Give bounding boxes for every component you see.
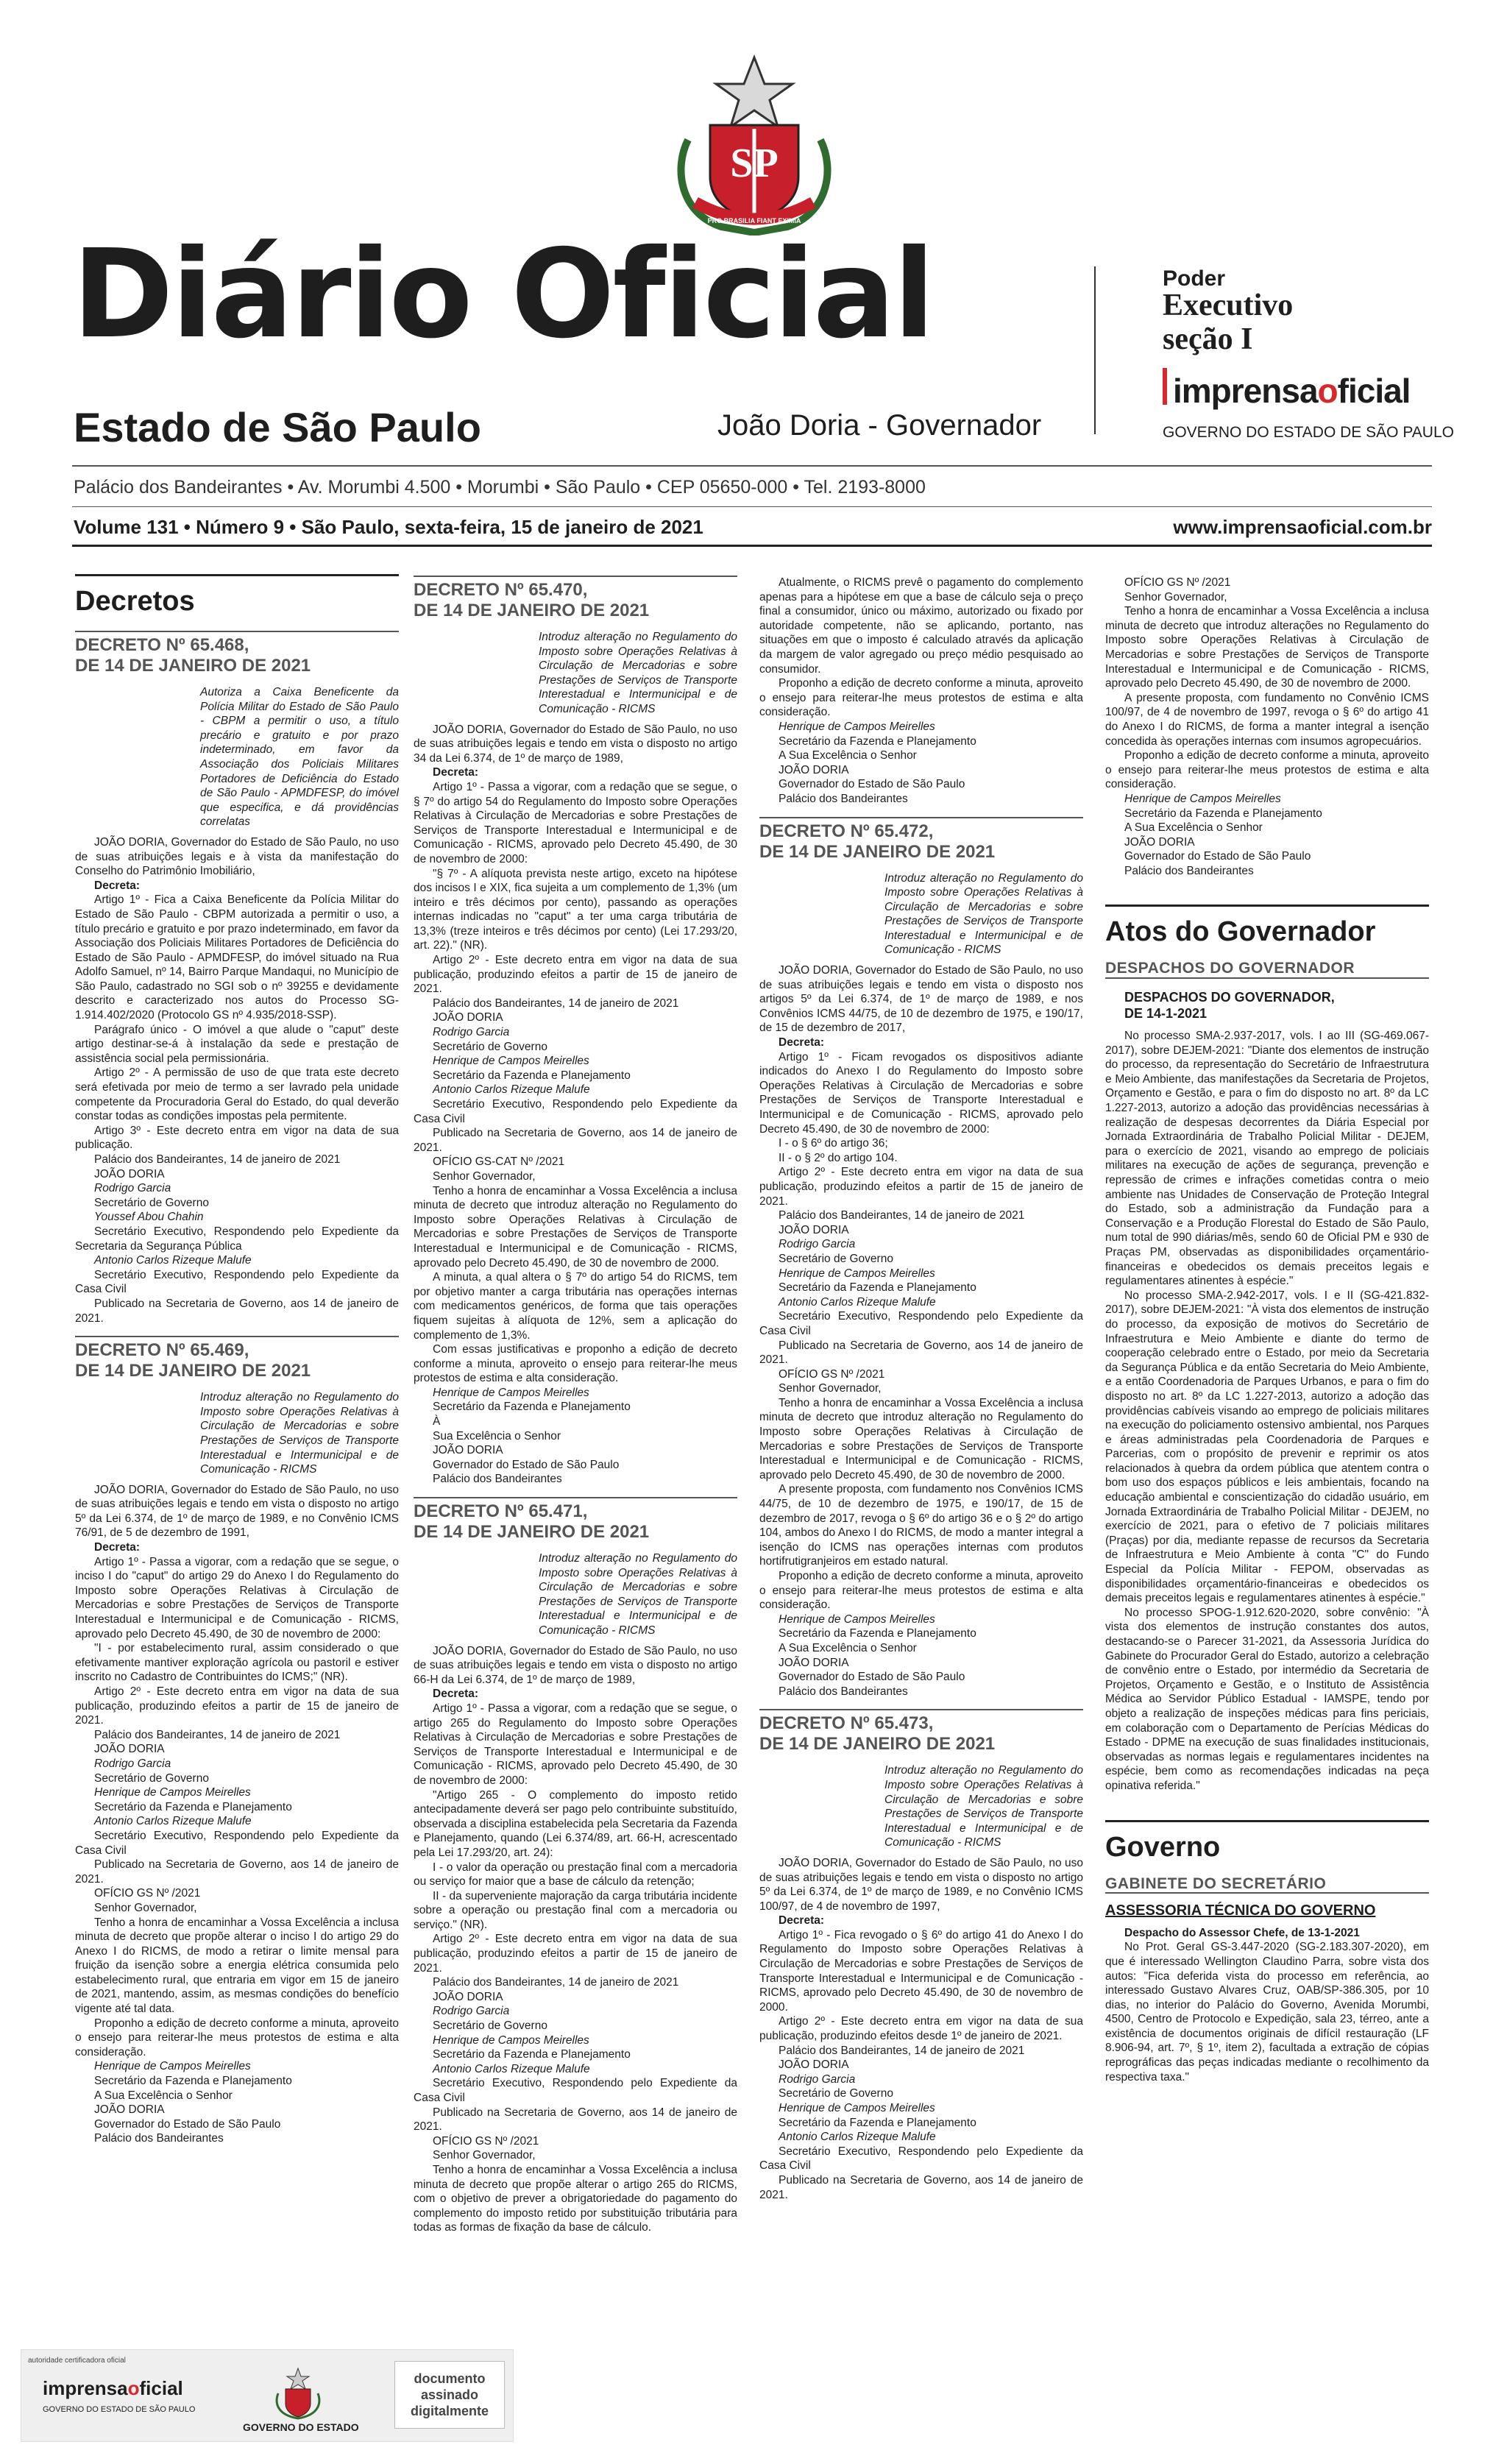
- column-3: [759, 576, 1083, 2202]
- paragraph: Palácio dos Bandeirantes: [94, 2132, 224, 2145]
- signatory: Henrique de Campos Meirelles: [433, 1386, 589, 1399]
- paragraph: Artigo 1º - Ficam revogados os dispositivos adiante indicados do Anexo I do Regulamento do Imposto sobre Operações Relativas à Circulação de Mercadorias e sobre Prestações de Serviços de Transporte Interestadual e Intermunicipal e de Comunicação - RICMS, aprovado pelo Decreto 45.490, de 30 de novembro de 2000:: [759, 1050, 1083, 1136]
- signatory-role: Secretário Executivo, Respondendo pelo Expediente da Secretaria da Segurança Pública: [75, 1225, 399, 1253]
- footer-imprensa-part3: ficial: [139, 2377, 183, 2399]
- governor-line: João Doria - Governador: [717, 409, 1042, 442]
- gov-sp-label: GOVERNO DO ESTADO DE SÃO PAULO: [1163, 424, 1454, 441]
- decree-65468-title: DECRETO Nº 65.468, DE 14 DE JANEIRO DE 2021: [75, 631, 399, 676]
- signatory-role: Secretário de Governo: [779, 1252, 893, 1265]
- signatory: Rodrigo Garcia: [433, 1026, 510, 1039]
- oficio-number: OFÍCIO GS Nº /2021: [1124, 576, 1231, 589]
- decree-abstract: Introduz alteração no Regulamento do Imposto sobre Operações Relativas à Circulação de Mercadorias e sobre Prestações de Serviços de Transporte Interestadual e Intermunicipal e de Comunicação - RICMS: [200, 1391, 399, 1476]
- volume-line: Volume 131 • Número 9 • São Paulo, sexta-feira, 15 de janeiro de 2021: [74, 516, 703, 538]
- oficio-number: OFÍCIO GS Nº /2021: [779, 1367, 885, 1381]
- signatory-role: Secretário da Fazenda e Planejamento: [779, 2116, 976, 2129]
- decreta-label: Decreta:: [433, 1688, 479, 1701]
- paragraph: Publicado na Secretaria de Governo, aos 14 de janeiro de 2021.: [759, 1339, 1083, 1367]
- decree-65470-title: DECRETO Nº 65.470, DE 14 DE JANEIRO DE 2021: [414, 576, 737, 621]
- paragraph: Governador do Estado de São Paulo: [1124, 850, 1311, 863]
- oficio-number: OFÍCIO GS-CAT Nº /2021: [433, 1155, 565, 1169]
- imprensa-logo-bar: [1163, 368, 1167, 405]
- decreta-label: Decreta:: [779, 1914, 825, 1927]
- oficio-number: OFÍCIO GS Nº /2021: [94, 1887, 201, 1900]
- signatory-role: Secretário Executivo, Respondendo pelo Expediente da Casa Civil: [414, 1098, 737, 1125]
- paragraph: Proponho a edição de decreto conforme a minuta, aproveito o ensejo para reiterar-lhe meus protestos de estima e alta consideração.: [1105, 749, 1429, 791]
- paragraph: Senhor Governador,: [433, 1169, 536, 1183]
- signatory: JOÃO DORIA: [94, 1167, 165, 1180]
- paragraph: Parágrafo único - O imóvel a que alude o "caput" deste artigo destinar-se-á à instalação da sede e prestação de assistência social pela permissionária.: [75, 1023, 399, 1065]
- paragraph: "Artigo 265 - O complemento do imposto retido antecipadamente deverá ser pago pelo contribuinte substituído, observada a disciplina estabelecida pela Secretaria da Fazenda e Planejamento, quando (Lei 6.374/89, art. 66-H, acrescentado pela Lei 17.293/20, art. 24):: [414, 1788, 737, 1859]
- paragraph: Atualmente, o RICMS prevê o pagamento do complemento apenas para a hipótese em que a base de cálculo seja o preço final a consumidor, único ou máximo, autorizado ou fixado por autoridade competente, não se aplicando, portanto, nas situações em que o imposto é calculado através da aplicação da margem de valor agregado ou preço médio pesquisado ao consumidor.: [759, 576, 1083, 676]
- signatory-role: Secretário Executivo, Respondendo pelo Expediente da Casa Civil: [759, 2145, 1083, 2173]
- paragraph: Tenho a honra de encaminhar a Vossa Excelência a inclusa minuta de decreto que propõe alterar o artigo 265 do RICMS, com o objetivo de prever a obrigatoriedade do pagamento do complemento do imposto retido por substituição tributária para todas as formas de fixação da base de cálculo.: [414, 2163, 737, 2234]
- paragraph: I - o valor da operação ou prestação final com a mercadoria ou serviço for maior que a base de cálculo da retenção;: [414, 1861, 737, 1888]
- decreta-label: Decreta:: [94, 879, 141, 892]
- signatory: Henrique de Campos Meirelles: [779, 2102, 935, 2114]
- paragraph: A Sua Excelência o Senhor: [779, 1641, 917, 1654]
- paragraph: A Sua Excelência o Senhor: [1124, 821, 1263, 835]
- paragraph: Senhor Governador,: [1124, 590, 1227, 603]
- paragraph: JOÃO DORIA, Governador do Estado de São Paulo, no uso de suas atribuições legais e tendo em vista o disposto no artigo 5º da Lei 6.374, de 1º de março de 1989, e no Convênio ICMS 76/91, de 5 de dezembro de 1991,: [75, 1483, 399, 1540]
- paragraph: No processo SMA-2.937-2017, vols. I ao III (SG-469.067-2017), sobre DEJEM-2021: "Diante dos elementos de instrução do processo, da representação do Secretário de Infraestrutura e Meio Ambiente, das manifestações da Secretaria de Projetos, Orçamento e Gestão, e para o fim do disposto no art. 8º da LC 1.227-2013, autorizo a adoção das providências necessárias à realização de despesas decorrentes da Diária Especial por Jornada Extraordinária de Trabalho Policial Militar - DEJEM, para o exercício de 2021, visando ao emprego de policiais militares na execução de ações de segurança, prevenção e repressão de crimes e infrações cometidas contra o meio ambiente nas Unidades de Conservação de Proteção Integral do Estado, sob a administração da Fundação para a Conservação e a Produção Florestal do Estado de São Paulo, num total de 990 diárias/mês, sendo 60 de Oficial PM e 930 de Praças PM, observadas as disponibilidades orçamentário-financeiras e obedecidos os demais preceitos legais e regulamentares atinentes à espécie.": [1105, 1030, 1429, 1288]
- paragraph: Artigo 2º - Este decreto entra em vigor na data de sua publicação, produzindo efeitos a partir de 15 de janeiro de 2021.: [75, 1685, 399, 1727]
- paragraph: Artigo 3º - Este decreto entra em vigor na data de sua publicação.: [75, 1124, 399, 1152]
- paragraph: Proponho a edição de decreto conforme a minuta, aproveito o ensejo para reiterar-lhe meus protestos de estima e alta consideração.: [759, 677, 1083, 719]
- paragraph: Artigo 1º - Passa a vigorar, com a redação que se segue, o inciso I do "caput" do artigo 29 do Anexo I do Regulamento do Imposto sobre Operações Relativas à Circulação de Mercadorias e sobre Prestações de Serviços de Transporte Interestadual e Intermunicipal e de Comunicação - RICMS, aprovado pelo Decreto 45.490, de 30 de novembro de 2000:: [75, 1555, 399, 1640]
- decree-65472-title: DECRETO Nº 65.472, DE 14 DE JANEIRO DE 2021: [759, 817, 1083, 863]
- despacho-title: Despacho do Assessor Chefe, de 13-1-2021: [1124, 1926, 1360, 1939]
- paragraph: Tenho a honra de encaminhar a Vossa Excelência a inclusa minuta de decreto que introduz alterações no Regulamento do Imposto sobre Operações Relativas à Circulação de Mercadorias e sobre Prestações de Serviços de Transporte Interestadual e Intermunicipal e de Comunicação - RICMS, aprovado pelo Decreto 45.490, de 30 de novembro de 2000.: [1105, 605, 1429, 690]
- signatory: Rodrigo Garcia: [779, 1238, 856, 1251]
- column-2: [414, 576, 737, 2235]
- signatory-role: Secretário de Governo: [94, 1771, 209, 1785]
- imprensa-part2: o: [1317, 372, 1338, 410]
- paragraph: No processo SPOG-1.912.620-2020, sobre convênio: "À vista dos elementos de instrução constantes dos autos, destacando-se o Parecer 31-2021, da Assessoria Jurídica do Gabinete do Procurador Geral do Estado, autorizo a celebração de convênio entre o Estado, por intermédio da Secretaria de Projetos, Orçamento e Gestão, e o Instituto de Assistência Médica ao Servidor Público Estadual - IAMSPE, tendo por objeto a realização de inspeções médicas para fins periciais, em colaboração com o Departamento de Perícias Médicas do Estado - DPME na execução de suas finalidades institucionais, observadas as normas legais e regulamentares incidentes na espécie, bem como as recomendações indicadas na peça opinativa referida.": [1105, 1606, 1429, 1792]
- paragraph: JOÃO DORIA, Governador do Estado de São Paulo, no uso de suas atribuições legais e tendo em vista o disposto no artigo 5º da Lei 6.374, de 1º de março de 1989, e no Convênio ICMS 100/97, de 4 de novembro de 1997,: [759, 1856, 1083, 1913]
- signatory: Rodrigo Garcia: [94, 1182, 171, 1195]
- paragraph: Palácio dos Bandeirantes, 14 de janeiro de 2021: [433, 1976, 679, 1989]
- signatory-role: Secretário de Governo: [433, 1040, 547, 1053]
- column-1: [75, 574, 399, 2146]
- paragraph: JOÃO DORIA, Governador do Estado de São Paulo, no uso de suas atribuições legais e tendo em vista o disposto nos artigos 5º da Lei 6.374, de 1º de março de 1989, e nos Convênios ICMS 44/75, de 10 de dezembro de 1975, e 190/17, de 15 de dezembro de 2017,: [759, 964, 1083, 1035]
- footer-imprensa-part2: o: [127, 2377, 140, 2399]
- signatory: Rodrigo Garcia: [94, 1757, 171, 1770]
- footer-seal-icon: [272, 2367, 324, 2420]
- signatory-role: Secretário da Fazenda e Planejamento: [779, 734, 976, 748]
- signatory: Rodrigo Garcia: [779, 2072, 856, 2086]
- signatory: Henrique de Campos Meirelles: [433, 1055, 589, 1068]
- signatory: Antonio Carlos Rizeque Malufe: [779, 2131, 936, 2144]
- paragraph: JOÃO DORIA, Governador do Estado de São Paulo, no uso de suas atribuições legais e tendo em vista o disposto no artigo 66-H da Lei 6.374, de 1º de março de 1989,: [414, 1644, 737, 1686]
- decree-65473-title: DECRETO Nº 65.473, DE 14 DE JANEIRO DE 2021: [759, 1709, 1083, 1755]
- signatory: Antonio Carlos Rizeque Malufe: [433, 1083, 590, 1097]
- decree-abstract: Introduz alteração no Regulamento do Imposto sobre Operações Relativas à Circulação de Mercadorias e sobre Prestações de Serviços de Transporte Interestadual e Intermunicipal e de Comunicação - RICMS: [539, 631, 737, 715]
- header-rule-top: [72, 465, 1432, 467]
- signatory: JOÃO DORIA: [433, 1990, 503, 2003]
- signatory-role: Secretário da Fazenda e Planejamento: [779, 1627, 976, 1640]
- subsection-gabinete: GABINETE DO SECRETÁRIO: [1105, 1877, 1429, 1894]
- paragraph: Palácio dos Bandeirantes, 14 de janeiro de 2021: [779, 2044, 1025, 2057]
- paragraph: Artigo 2º - Este decreto entra em vigor na data de sua publicação, produzindo efeitos a partir de 15 de janeiro de 2021.: [759, 1166, 1083, 1208]
- paragraph: JOÃO DORIA: [779, 763, 849, 776]
- paragraph: Palácio dos Bandeirantes, 14 de janeiro de 2021: [779, 1209, 1025, 1222]
- signatory-role: Secretário de Governo: [433, 2019, 547, 2033]
- signatory: Antonio Carlos Rizeque Malufe: [94, 1254, 252, 1267]
- paragraph: JOÃO DORIA, Governador do Estado de São Paulo, no uso de suas atribuições legais e à vista da manifestação do Conselho do Patrimônio Imobiliário,: [75, 835, 399, 878]
- signatory-role: Secretário Executivo, Respondendo pelo Expediente da Casa Civil: [759, 1310, 1083, 1337]
- masthead-subtitle: Estado de São Paulo: [74, 404, 481, 450]
- masthead-title: Diário Oficial: [72, 224, 933, 366]
- signatory: JOÃO DORIA: [433, 1011, 503, 1024]
- decree-65471-title: DECRETO Nº 65.471, DE 14 DE JANEIRO DE 2021: [414, 1497, 737, 1543]
- doc-line3: digitalmente: [410, 2404, 489, 2418]
- signatory: JOÃO DORIA: [94, 1743, 165, 1756]
- section-decretos: Decretos: [75, 574, 399, 617]
- paragraph: Governador do Estado de São Paulo: [94, 2117, 281, 2131]
- paragraph: II - o § 2º do artigo 104.: [779, 1151, 898, 1164]
- seal-motto: PRO BRASILIA FIANT EXIMIA: [707, 217, 801, 224]
- section-atos-do-governador: Atos do Governador: [1105, 904, 1429, 948]
- signatory-role: Secretário Executivo, Respondendo pelo Expediente da Casa Civil: [75, 1829, 399, 1857]
- paragraph: Artigo 2º - Este decreto entra em vigor na data de sua publicação, produzindo efeitos desde 1º de janeiro de 2021.: [759, 2015, 1083, 2043]
- paragraph: Publicado na Secretaria de Governo, aos 14 de janeiro de 2021.: [414, 2106, 737, 2134]
- signatory-role: Secretário da Fazenda e Planejamento: [94, 1800, 292, 1813]
- paragraph: I - o § 6º do artigo 36;: [779, 1137, 888, 1150]
- header-divider: [1094, 266, 1096, 434]
- paragraph: A presente proposta, com fundamento nos Convênios ICMS 44/75, de 10 de dezembro de 1975, e 190/17, de 15 de dezembro de 2017, revoga o § 6º do artigo 36 e o § 2º do artigo 104, ambos do Anexo I do RICMS, de modo a manter integral a isenção do ICMS nas operações internas com produtos hortifrutigranjeiros em estado natural.: [759, 1483, 1083, 1568]
- paragraph: Tenho a honra de encaminhar a Vossa Excelência a inclusa minuta de decreto que propõe alterar o inciso I do artigo 29 do Anexo I do RICMS, de modo a retirar o limite mensal para fruição da isenção sobre a energia elétrica consumida pelo estabelecimento rural, que entraria em vigor em 15 de janeiro de 2021, mantendo, assim, as mesmas condições do benefício vigente até tal data.: [75, 1916, 399, 2016]
- paragraph: Governador do Estado de São Paulo: [433, 1458, 620, 1471]
- paragraph: II - da superveniente majoração da carga tributária incidente sobre a operação ou prestação final com a mercadoria ou serviço." (NR).: [414, 1889, 737, 1931]
- imprensa-part3: ficial: [1337, 372, 1411, 410]
- paragraph: Proponho a edição de decreto conforme a minuta, aproveito o ensejo para reiterar-lhe meus protestos de estima e alta consideração.: [759, 1570, 1083, 1612]
- paragraph: Tenho a honra de encaminhar a Vossa Excelência a inclusa minuta de decreto que introduz alteração no Regulamento do Imposto sobre Operações Relativas à Circulação de Mercadorias e sobre Prestações de Serviços de Transporte Interestadual e Intermunicipal e de Comunicação - RICMS, aprovado pelo Decreto 45.490, de 30 de novembro de 2000.: [414, 1184, 737, 1270]
- signatory: Henrique de Campos Meirelles: [94, 1786, 251, 1799]
- paragraph: Artigo 1º - Passa a vigorar, com a redação que se segue, o artigo 265 do Regulamento do Imposto sobre Operações Relativas à Circulação de Mercadorias e sobre Prestações de Serviços de Transporte Interestadual e Intermunicipal e de Comunicação - RICMS, aprovado pelo Decreto 45.490, de 30 de novembro de 2000:: [414, 1702, 737, 1787]
- signatory: Henrique de Campos Meirelles: [779, 1612, 935, 1626]
- signatory: Henrique de Campos Meirelles: [779, 1267, 935, 1280]
- paragraph: À: [433, 1415, 441, 1429]
- website-link[interactable]: www.imprensaoficial.com.br: [1173, 516, 1432, 538]
- paragraph: Sua Excelência o Senhor: [433, 1429, 561, 1442]
- decree-65469-title: DECRETO Nº 65.469, DE 14 DE JANEIRO DE 2021: [75, 1336, 399, 1381]
- column-4: [1105, 576, 1429, 2084]
- signatory-role: Secretário da Fazenda e Planejamento: [433, 1069, 631, 1082]
- footer-gov-sp: GOVERNO DO ESTADO DE SÃO PAULO: [43, 2405, 196, 2414]
- paragraph: JOÃO DORIA: [433, 1444, 503, 1457]
- signatory: JOÃO DORIA: [779, 1223, 849, 1236]
- paragraph: Artigo 1º - Passa a vigorar, com a redação que se segue, o § 7º do artigo 54 do Regulamento do Imposto sobre Operações Relativas à Circulação de Mercadorias e sobre Prestações de Serviços de Transporte Interestadual e Intermunicipal e de Comunicação - RICMS, aprovado pelo Decreto 45.490, de 30 de novembro de 2000:: [414, 780, 737, 865]
- decree-abstract: Introduz alteração no Regulamento do Imposto sobre Operações Relativas à Circulação de Mercadorias e sobre Prestações de Serviços de Transporte Interestadual e Intermunicipal e de Comunicação - RICMS: [884, 1764, 1083, 1849]
- paragraph: Artigo 2º - Este decreto entra em vigor na data de sua publicação, produzindo efeitos a partir de 15 de janeiro de 2021.: [414, 1933, 737, 1975]
- signatory-role: Secretário Executivo, Respondendo pelo Expediente da Casa Civil: [75, 1268, 399, 1296]
- signatory: Antonio Carlos Rizeque Malufe: [779, 1295, 936, 1309]
- paragraph: Publicado na Secretaria de Governo, aos 14 de janeiro de 2021.: [759, 2173, 1083, 2201]
- paragraph: A minuta, a qual altera o § 7º do artigo 54 do RICMS, tem por objetivo manter a carga tributária nas operações internas com medicamentos genéricos, de forma que tais operações fiquem sujeitas à alíquota de 12%, sem a aplicação do complemento de 1,3%.: [414, 1271, 737, 1342]
- imprensa-part1: imprensa: [1173, 372, 1318, 410]
- paragraph: Artigo 2º - Este decreto entra em vigor na data de sua publicação, produzindo efeitos a partir de 15 de janeiro de 2021.: [414, 954, 737, 996]
- paragraph: No Prot. Geral GS-3.447-2020 (SG-2.183.307-2020), em que é interessado Wellington Claudino Parra, sobre vista dos autos: "Fica deferida vista do processo em referência, ao interessado Gustavo Alvares Cruz, OAB/SP-386.305, por 10 dias, no interior do Palácio do Governo, Avenida Morumbi, 4500, Centro de Protocolo e Expedição, sala 23, térreo, ante a existência de documentos originais de difícil restauração (LF 8.906-94, art. 7º, § 1º, item 2), facultada a extração de cópias reprográficas das peças indicadas mediante o recolhimento da respectiva taxa.": [1105, 1941, 1429, 2084]
- paragraph: Senhor Governador,: [433, 2149, 536, 2162]
- subsection-despachos: DESPACHOS DO GOVERNADOR: [1105, 961, 1429, 979]
- despachos-title: DESPACHOS DO GOVERNADOR, DE 14-1-2021: [1124, 990, 1335, 1022]
- paragraph: Palácio dos Bandeirantes, 14 de janeiro de 2021: [94, 1728, 341, 1741]
- signatory-role: Secretário da Fazenda e Planejamento: [779, 1281, 976, 1295]
- decree-abstract: Introduz alteração no Regulamento do Imposto sobre Operações Relativas à Circulação de Mercadorias e sobre Prestações de Serviços de Transporte Interestadual e Intermunicipal e de Comunicação - RICMS: [884, 871, 1083, 957]
- signatory-role: Secretário de Governo: [779, 2087, 893, 2100]
- paragraph: Publicado na Secretaria de Governo, aos 14 de janeiro de 2021.: [75, 1858, 399, 1886]
- signatory: Antonio Carlos Rizeque Malufe: [433, 2062, 590, 2075]
- signatory: Henrique de Campos Meirelles: [1124, 792, 1281, 805]
- poder-label: Poder: [1163, 266, 1226, 291]
- paragraph: Governador do Estado de São Paulo: [779, 778, 965, 791]
- paragraph: Governador do Estado de São Paulo: [779, 1671, 965, 1684]
- paragraph: JOÃO DORIA: [779, 1656, 849, 1669]
- paragraph: No processo SMA-2.942-2017, vols. I e II (SG-421.832-2017), sobre DEJEM-2021: "À vista dos elementos de instrução do processo, da exposição de motivos do Secretário de Infraestrutura e Meio Ambiente e diante do termo de cooperação celebrado entre o Estado, por meio da Secretaria da Segurança Pública e da então Secretaria do Meio Ambiente, e a então Coordenadoria de Parques Urbanos, e para o fim do disposto no art. 8º da LC 1.227-2013, autorizo a adoção das providências cabíveis visando ao emprego de policiais militares na execução do policiamento ostensivo ambiental, nos Parques e áreas administradas pela Coordenadoria de Parques e Parcerias, com o propósito de prevenir e reprimir os atos relacionados à quebra da ordem pública que atentem contra o bom uso dos espaços públicos e leis ambientais, focando na educação ambiental e conscientização do cidadão usuário, em Jornada Extraordinária de Trabalho Policial Militar - DEJEM, no exercício de 2021, para o efetivo de 7 policiais militares (Praças) por dia, mediante repasse de recursos da Secretaria de Infraestrutura e Meio Ambiente à conta "C" do Fundo Especial da Polícia Militar - FEPOM, observadas as disponibilidades orçamentário-financeiras e obedecidos os demais preceitos legais e regulamentares atinentes à espécie.": [1105, 1289, 1429, 1605]
- decree-abstract: Autoriza a Caixa Beneficente da Polícia Militar do Estado de São Paulo - CBPM a permitir o uso, a título precário e gratuito e por prazo indeterminado, em favor da Associação dos Policiais Militares Portadores de Deficiência do Estado de São Paulo - APMDFESP, do imóvel que especifica, e dá providências correlatas: [200, 686, 399, 829]
- paragraph: Senhor Governador,: [779, 1382, 882, 1395]
- sp-coat-of-arms-seal: [666, 52, 843, 236]
- paragraph: Senhor Governador,: [94, 1901, 197, 1914]
- paragraph: JOÃO DORIA, Governador do Estado de São Paulo, no uso de suas atribuições legais e tendo em vista o disposto no artigo 34 da Lei 6.374, de 1º de março de 1989,: [414, 723, 737, 765]
- doc-line2: assinado: [420, 2387, 479, 2402]
- footer-governo-estado: GOVERNO DO ESTADO: [243, 2421, 359, 2433]
- decreta-label: Decreta:: [779, 1036, 825, 1049]
- paragraph: Palácio dos Bandeirantes: [779, 792, 908, 805]
- signatory-role: Secretário de Governo: [94, 1196, 209, 1209]
- signatory: Henrique de Campos Meirelles: [433, 2033, 589, 2047]
- decree-abstract: Introduz alteração no Regulamento do Imposto sobre Operações Relativas à Circulação de Mercadorias e sobre Prestações de Serviços de Transporte Interestadual e Intermunicipal e de Comunicação - RICMS: [539, 1552, 737, 1637]
- signatory: Youssef Abou Chahin: [94, 1211, 204, 1224]
- paragraph: Artigo 1º - Fica a Caixa Beneficente da Polícia Militar do Estado de São Paulo - CBPM autorizada a permitir o uso, a título precário e gratuito e por prazo indeterminado, em favor da Associação dos Policiais Militares Portadores de Deficiência do Estado de São Paulo - APMDFESP, do imóvel situado na Rua Adolfo Samuel, nº 14, Bairro Parque Mandaqui, no Município de São Paulo, cadastrado no SGI sob o nº 39255 e devidamente descrito e caracterizado nos autos do Processo SG-1.914.402/2020 (Protocolo GS nº 4.935/2018-SSP).: [75, 893, 399, 1022]
- signatory-role: Secretário da Fazenda e Planejamento: [433, 2048, 631, 2061]
- paragraph: Com essas justificativas e proponho a edição de decreto conforme a minuta, aproveito o ensejo para reiterar-lhe meus protestos de estima e alta consideração.: [414, 1343, 737, 1385]
- signatory: Rodrigo Garcia: [433, 2005, 510, 2018]
- paragraph: A presente proposta, com fundamento no Convênio ICMS 100/97, de 4 de novembro de 1997, revoga o § 6º do artigo 41 do Anexo I do RICMS, de forma a manter integral a isenção concedida às operações internas com insumos agropecuários.: [1105, 691, 1429, 748]
- doc-line1: documento: [414, 2371, 486, 2386]
- section-governo: Governo: [1105, 1820, 1429, 1863]
- paragraph: Palácio dos Bandeirantes, 14 de janeiro de 2021: [433, 996, 679, 1010]
- paragraph: "§ 7º - A alíquota prevista neste artigo, exceto na hipótese dos incisos I e XIX, fica sujeita a um complemento de 1,3% (um inteiro e três décimos por cento), passando as operações internas indicadas no "caput" a ter uma carga tributária de 13,3% (treze inteiros e três décimos por cento) (Lei 17.293/20, art. 22)." (NR).: [414, 867, 737, 952]
- subsection-assessoria: ASSESSORIA TÉCNICA DO GOVERNO: [1105, 1902, 1376, 1919]
- imprensa-oficial-logo: [1173, 371, 1410, 411]
- header-rule-mid: [72, 506, 1432, 507]
- paragraph: "I - por estabelecimento rural, assim considerado o que efetivamente mantiver exploração agrícola ou pastoril e estiver inscrito no Cadastro de Contribuintes do ICMS;" (NR).: [75, 1642, 399, 1684]
- paragraph: Proponho a edição de decreto conforme a minuta, aproveito o ensejo para reiterar-lhe meus protestos de estima e alta consideração.: [75, 2017, 399, 2058]
- paragraph: Tenho a honra de encaminhar a Vossa Excelência a inclusa minuta de decreto que introduz alteração no Regulamento do Imposto sobre Operações Relativas à Circulação de Mercadorias e sobre Prestações de Serviços de Transporte Interestadual e Intermunicipal e de Comunicação - RICMS, aprovado pelo Decreto 45.490, de 30 de novembro de 2000.: [759, 1396, 1083, 1481]
- secao-label: seção I: [1163, 322, 1253, 356]
- signatory: Antonio Carlos Rizeque Malufe: [94, 1815, 252, 1828]
- oficio-number: OFÍCIO GS Nº /2021: [433, 2134, 539, 2148]
- executivo-label: Executivo: [1163, 288, 1294, 322]
- decreta-label: Decreta:: [94, 1541, 141, 1554]
- footer-small-label: autoridade certificadora oficial: [28, 2357, 126, 2365]
- signatory-role: Secretário Executivo, Respondendo pelo Expediente da Casa Civil: [414, 2077, 737, 2104]
- paragraph: A Sua Excelência o Senhor: [779, 749, 917, 762]
- paragraph: Palácio dos Bandeirantes: [779, 1685, 908, 1698]
- paragraph: Artigo 2º - A permissão de uso de que trata este decreto será efetivada por meio de termo a ser lavrado pela unidade competente da Procuradoria Geral do Estado, do qual deverão constar todas as condições impostas pela permitente.: [75, 1066, 399, 1123]
- address-line: Palácio dos Bandeirantes • Av. Morumbi 4.500 • Morumbi • São Paulo • CEP 05650-000 • Tel. 2193-8000: [74, 477, 926, 498]
- paragraph: JOÃO DORIA: [94, 2103, 165, 2117]
- signatory: Henrique de Campos Meirelles: [94, 2060, 251, 2073]
- paragraph: JOÃO DORIA: [1124, 835, 1195, 849]
- signatory-role: Secretário da Fazenda e Planejamento: [94, 2075, 292, 2088]
- decreta-label: Decreta:: [433, 766, 479, 779]
- paragraph: Palácio dos Bandeirantes: [433, 1473, 562, 1486]
- paragraph: Palácio dos Bandeirantes: [1124, 864, 1254, 877]
- signatory: Henrique de Campos Meirelles: [779, 720, 935, 733]
- paragraph: Publicado na Secretaria de Governo, aos 14 de janeiro de 2021.: [75, 1297, 399, 1325]
- header-rule-bottom: [72, 545, 1432, 547]
- paragraph: Palácio dos Bandeirantes, 14 de janeiro de 2021: [94, 1153, 341, 1166]
- paragraph: Artigo 1º - Fica revogado o § 6º do artigo 41 do Anexo I do Regulamento do Imposto sobre Operações Relativas à Circulação de Mercadorias e sobre Prestações de Serviços de Transporte Interestadual e Intermunicipal e de Comunicação - RICMS, aprovado pelo Decreto 45.490, de 30 de novembro de 2000.: [759, 1928, 1083, 2014]
- signatory-role: Secretário da Fazenda e Planejamento: [433, 1401, 631, 1414]
- signatory-role: Secretário da Fazenda e Planejamento: [1124, 807, 1322, 820]
- signatory: JOÃO DORIA: [779, 2058, 849, 2072]
- footer-documento-assinado: [394, 2361, 505, 2429]
- footer-imprensa-part1: imprensa: [43, 2377, 128, 2399]
- footer-imprensa-logo: [43, 2377, 183, 2400]
- paragraph: A Sua Excelência o Senhor: [94, 2089, 233, 2102]
- seal-letters: SP: [730, 141, 779, 186]
- paragraph: Publicado na Secretaria de Governo, aos 14 de janeiro de 2021.: [414, 1127, 737, 1154]
